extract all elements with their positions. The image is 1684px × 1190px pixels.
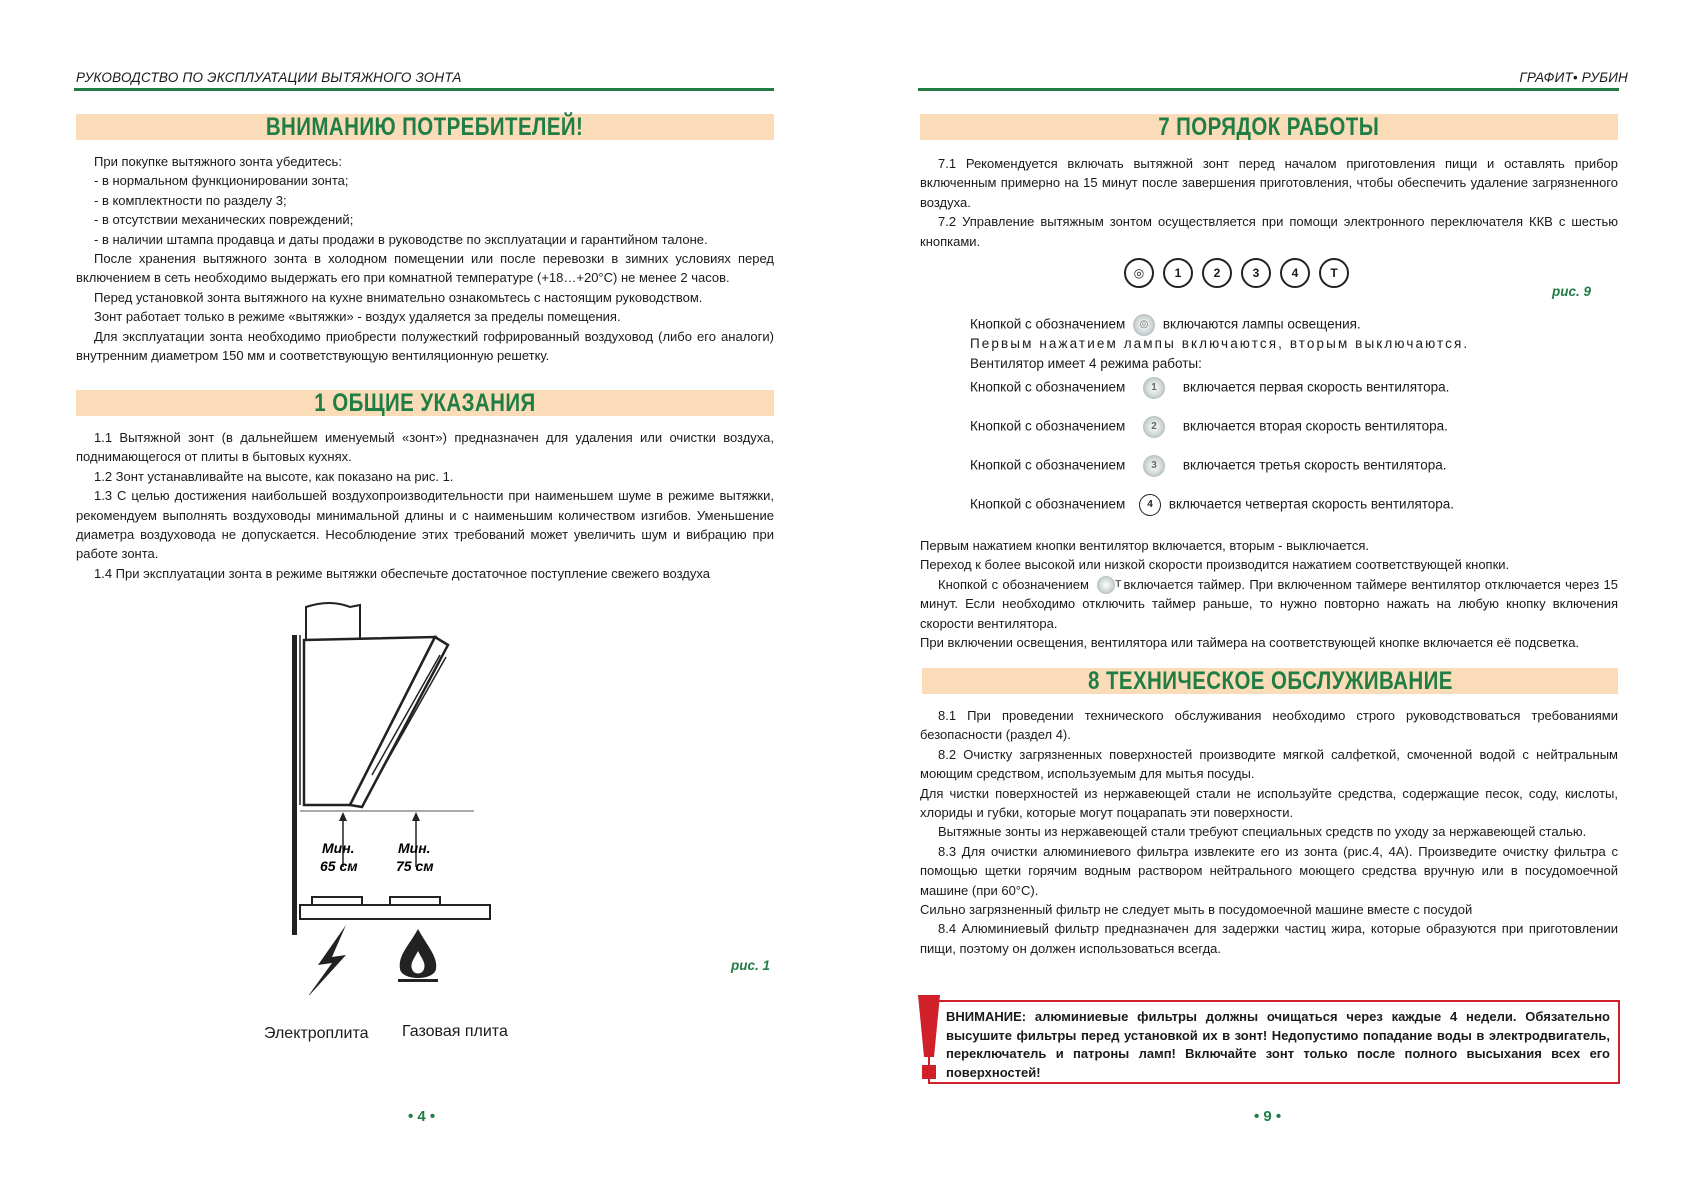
section-title-7: 7 ПОРЯДОК РАБОТЫ [1158,112,1380,141]
list-item: - в комплектности по разделу 3; [94,192,287,208]
chimney [306,603,360,640]
min-value-1: 65 см [320,858,358,874]
speed-prefix: Кнопкой с обозначением [970,379,1126,395]
paragraph: 1.1 Вытяжной зонт (в дальнейшем именуемый «зонт») предназначен для удаления или очистки воздуха, поднимающегося от плиты в бытовых кухнях. [76,430,774,465]
paragraph: Для эксплуатации зонта необходимо приобрести полужесткий гофрированный воздуховод (либо его аналоги) внутренним диаметром 150 мм и соответствующую вентиляционную решетку. [76,328,774,364]
timer-text-prefix: Кнопкой с обозначением [938,576,1089,592]
header-rule-right [918,88,1619,91]
section-1-text [76,428,774,583]
section-title-1: 1 ОБЩИЕ УКАЗАНИЯ [314,388,536,417]
paragraph: Перед установкой зонта вытяжного на кухне внимательно ознакомьтесь с настоящим руководством. [94,289,703,305]
min-label-2: Мин. [398,840,431,856]
speed-prefix: Кнопкой с обозначением [970,418,1126,434]
speed-row-3 [970,455,1446,477]
list-item: - в наличии штампа продавца и даты продажи в руководстве по эксплуатации и гарантийном талоне. [94,231,708,247]
paragraph: 7.2 Управление вытяжным зонтом осуществляется при помощи электронного переключателя ККВ с шестью кнопками. [920,214,1618,249]
page-number-left: • 4 • [408,1108,436,1125]
fan-speed-3-icon: 3 [1241,258,1271,288]
paragraph: Первым нажатием кнопки вентилятор включается, вторым - выключается. [920,538,1370,553]
label-gas-stove: Газовая плита [402,1023,508,1040]
header-rule-left [74,88,774,91]
section-heading-1 [76,390,774,416]
paragraph: Для чистки поверхностей из нержавеющей стали не используйте средства, содержащие песок, соду, кислоты, хлориды и губки, которые могут поцарапать эти поверхности. [920,785,1618,821]
figure-1-caption: рис. 1 [731,958,771,973]
paragraph: 8.1 При проведении технического обслуживания необходимо строго руководствоваться требованиями безопасности (раздел 4). [920,708,1618,743]
paragraph: 8.3 Для очистки алюминиевого фильтра извлеките его из зонта (рис.4, 4А). Произведите очистку фильтра с помощью щетки горячим водным раствором нейтрального моющего средства вручную или в посудомоечной машине (при 60°С). [920,843,1618,898]
speed-1-text: включается первая скорость вентилятора. [1182,379,1450,395]
speed-4-text: включается четвертая скорость вентилятора. [1168,496,1455,512]
paragraph: При включении освещения, вентилятора или таймера на соответствующей кнопке включается её подсветка. [920,635,1580,651]
page-number-right: • 9 • [1254,1108,1282,1125]
paragraph: Зонт работает только в режиме «вытяжки» - воздух удаляется за пределы помещения. [94,309,621,325]
fan-speed-2-icon: 2 [1202,258,1232,288]
paragraph: 1.2 Зонт устанавливайте на высоте, как показано на рис. 1. [94,468,454,484]
section-7-after [920,536,1618,653]
wall [292,635,297,935]
section-title-attention: ВНИМАНИЮ ПОТРЕБИТЕЛЕЙ! [266,112,584,141]
label-electric-stove: Электроплита [264,1025,369,1042]
list-item: - в нормальном функционировании зонта; [94,173,349,189]
paragraph: 8.4 Алюминиевый фильтр предназначен для задержки частиц жира, которые образуются при приготовлении пищи, поэтому он должен использоваться всегда. [920,921,1618,956]
lamp-text-suffix: включаются лампы освещения. [1162,316,1361,332]
fan-speed-3-icon: 3 [1143,455,1165,477]
attention-text [76,152,774,365]
lamp-row [970,314,1361,336]
fan-speed-4-icon: 4 [1280,258,1310,288]
timer-button-icon: T [1319,258,1349,288]
speed-row-4 [970,494,1454,516]
section-heading-7 [920,114,1618,140]
exclamation-icon [916,995,942,1083]
control-buttons-figure [1124,258,1349,288]
paragraph: 1.4 При эксплуатации зонта в режиме вытяжки обеспечьте достаточное поступление свежего воздуха [94,565,710,581]
section-8-text [920,706,1618,958]
burner-electric [312,897,362,905]
paragraph: 1.3 С целью достижения наибольшей воздухопроизводительности при наименьшем шуме в режиме вытяжки, рекомендуем выполнять воздуховоды минимальной длины и с наименьшим количеством изгибов. Уменьшение диаметра воздуховода не допускается. Несоблюдение этих требований может увеличить шум и вибрацию при работе зонта. [76,488,774,562]
speed-row-2 [970,416,1448,438]
paragraph: После хранения вытяжного зонта в холодном помещении или после перевозки в зимних условиях перед включением в сеть необходимо выдержать его при комнатной температуре (+18…+20°С) не менее 2 часов. [76,251,774,286]
lamp-toggle-text: Первым нажатием лампы включаются, вторым выключаются. [970,336,1470,351]
paragraph: Сильно загрязненный фильтр не следует мыть в посудомоечной машине вместе с посудой [920,902,1473,918]
warning-box [928,1000,1620,1084]
section-7-intro [920,154,1618,251]
stove-top [300,905,490,919]
speed-3-text: включается третья скорость вентилятора. [1182,457,1447,473]
timer-paragraph [920,575,1618,633]
min-value-2: 75 см [396,858,434,874]
section-heading-8 [922,668,1618,694]
min-label-1: Мин. [322,840,355,856]
speed-row-1 [970,377,1449,399]
paragraph: При покупке вытяжного зонта убедитесь: [94,154,342,169]
fan-speed-2-icon: 2 [1143,416,1165,438]
fan-speed-1-icon: 1 [1143,377,1165,399]
paragraph: Вытяжные зонты из нержавеющей стали требуют специальных средств по уходу за нержавеющей сталью. [938,824,1587,840]
timer-icon: T [1097,576,1115,594]
warning-text: ВНИМАНИЕ: алюминиевые фильтры должны очищаться через каждые 4 недели. Обязательно высушите фильтры перед установкой их в зонт! Недопустимо попадание воды в электродвигатель, переключатель и патроны ламп! Включайте зонт только после полного высыхания всех его поверхностей! [946,1009,1610,1080]
speed-prefix: Кнопкой с обозначением [970,457,1126,473]
section-title-8: 8 ТЕХНИЧЕСКОЕ ОБСЛУЖИВАНИЕ [1087,666,1453,695]
running-header-right: ГРАФИТ• РУБИН [1519,70,1628,85]
light-button-icon: ◎ [1124,258,1154,288]
running-header-left: РУКОВОДСТВО ПО ЭКСПЛУАТАЦИИ ВЫТЯЖНОГО ЗОНТА [76,70,462,85]
lamp-text-prefix: Кнопкой с обозначением [970,316,1126,332]
timer-text-suffix: включается таймер. При включенном таймере вентилятор отключается через 15 минут. Если необходимо отключить таймер раньше, то нужно повторно нажать на любую кнопку включения скорости вентилятора. [920,576,1618,631]
flame-icon [400,929,437,978]
burner-gas [390,897,440,905]
light-bulb-icon: ◎ [1133,314,1155,336]
list-item: - в отсутствии механических повреждений; [94,212,354,228]
speed-prefix: Кнопкой с обозначением [970,496,1126,512]
paragraph: 7.1 Рекомендуется включать вытяжной зонт перед началом приготовления пищи и оставлять прибор включенным примерно на 15 минут после завершения приготовления, чтобы обеспечить удаление загрязненного воздуха. [920,156,1618,210]
figure-9-caption: рис. 9 [1552,284,1592,299]
hood-installation-figure [270,595,540,995]
section-heading-attention [76,114,774,140]
fan-speed-1-icon: 1 [1163,258,1193,288]
speed-2-text: включается вторая скорость вентилятора. [1182,418,1448,434]
fan-speed-4-icon: 4 [1139,494,1161,516]
paragraph: Переход к более высокой или низкой скорости производится нажатием соответствующей кнопки. [920,557,1510,573]
paragraph: 8.2 Очистку загрязненных поверхностей производите мягкой салфеткой, смоченной водой с нейтральным моющим средством, используемым для мытья посуды. [920,746,1618,782]
fan-modes-text: Вентилятор имеет 4 режима работы: [970,356,1202,371]
lightning-icon [306,925,346,995]
